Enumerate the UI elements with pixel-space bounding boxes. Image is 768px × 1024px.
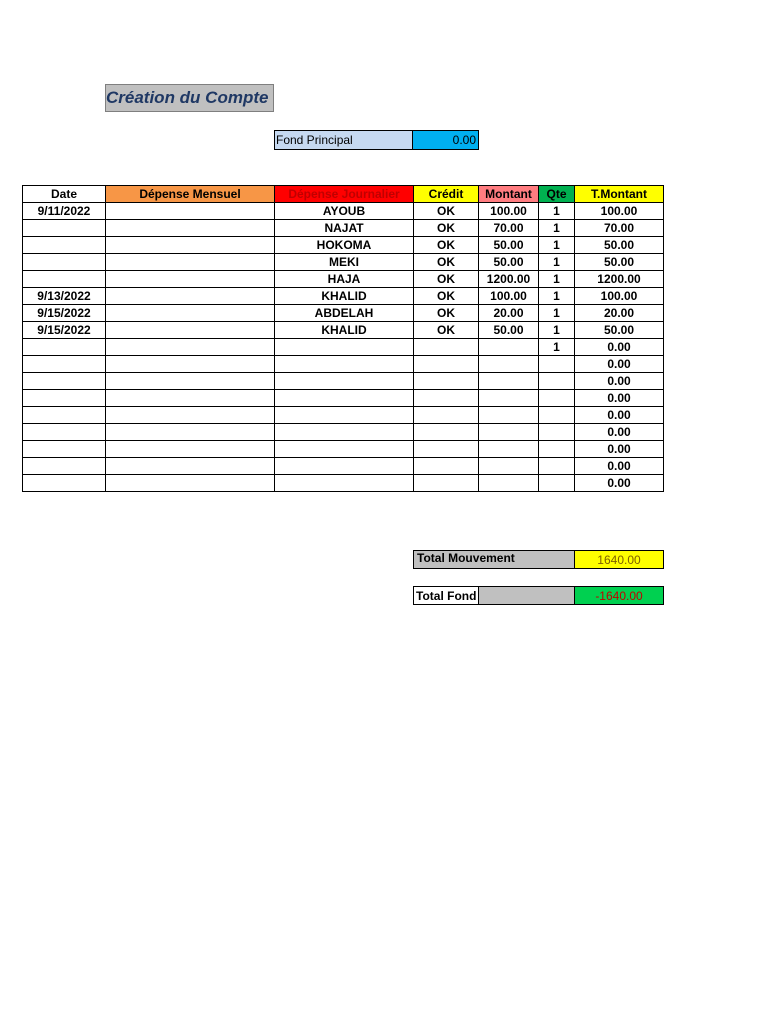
cell-t-montant[interactable]: 0.00 xyxy=(575,475,664,492)
cell-depense-mensuel[interactable] xyxy=(106,288,275,305)
cell-depense-journalier[interactable]: AYOUB xyxy=(275,203,414,220)
table-body xyxy=(23,203,664,492)
cell-depense-journalier[interactable]: KHALID xyxy=(275,322,414,339)
cell-depense-mensuel[interactable] xyxy=(106,203,275,220)
cell-t-montant[interactable]: 0.00 xyxy=(575,339,664,356)
cell-credit[interactable] xyxy=(414,373,479,390)
cell-credit[interactable] xyxy=(414,424,479,441)
cell-montant[interactable] xyxy=(479,458,539,475)
cell-montant[interactable]: 100.00 xyxy=(479,203,539,220)
cell-credit[interactable] xyxy=(414,390,479,407)
cell-credit[interactable]: OK xyxy=(414,288,479,305)
cell-montant[interactable]: 50.00 xyxy=(479,322,539,339)
table-row xyxy=(23,390,664,407)
page-title: Création du Compte xyxy=(105,84,274,112)
table-row xyxy=(23,407,664,424)
cell-credit[interactable] xyxy=(414,441,479,458)
total-mouvement-value-cell[interactable]: 1640.00 xyxy=(575,550,664,569)
table-header-row xyxy=(23,186,664,203)
header-depense-journalier[interactable]: Dépense Journalier xyxy=(275,186,414,203)
table-row xyxy=(23,254,664,271)
cell-credit[interactable] xyxy=(414,356,479,373)
cell-qte[interactable] xyxy=(539,373,575,390)
cell-qte[interactable]: 1 xyxy=(539,288,575,305)
cell-t-montant[interactable]: 0.00 xyxy=(575,356,664,373)
cell-depense-mensuel[interactable] xyxy=(106,475,275,492)
cell-t-montant[interactable]: 0.00 xyxy=(575,373,664,390)
cell-depense-journalier[interactable]: ABDELAH xyxy=(275,305,414,322)
table-row xyxy=(23,203,664,220)
cell-t-montant[interactable]: 20.00 xyxy=(575,305,664,322)
cell-depense-mensuel[interactable] xyxy=(106,305,275,322)
cell-montant[interactable]: 50.00 xyxy=(479,237,539,254)
cell-t-montant[interactable]: 100.00 xyxy=(575,203,664,220)
cell-depense-mensuel[interactable] xyxy=(106,407,275,424)
cell-date[interactable] xyxy=(23,407,106,424)
cell-t-montant[interactable]: 50.00 xyxy=(575,254,664,271)
table-row xyxy=(23,322,664,339)
table-row xyxy=(23,475,664,492)
table-row xyxy=(23,373,664,390)
cell-montant[interactable]: 20.00 xyxy=(479,305,539,322)
cell-credit[interactable]: OK xyxy=(414,271,479,288)
cell-depense-mensuel[interactable] xyxy=(106,237,275,254)
cell-t-montant[interactable]: 50.00 xyxy=(575,237,664,254)
cell-t-montant[interactable]: 0.00 xyxy=(575,458,664,475)
cell-depense-mensuel[interactable] xyxy=(106,458,275,475)
cell-qte[interactable]: 1 xyxy=(539,271,575,288)
cell-qte[interactable] xyxy=(539,407,575,424)
cell-montant[interactable]: 100.00 xyxy=(479,288,539,305)
total-fond-blank-cell[interactable] xyxy=(479,586,575,605)
cell-montant[interactable]: 50.00 xyxy=(479,254,539,271)
cell-depense-journalier[interactable] xyxy=(275,356,414,373)
cell-date[interactable] xyxy=(23,220,106,237)
cell-date[interactable] xyxy=(23,339,106,356)
cell-date[interactable]: 9/15/2022 xyxy=(23,305,106,322)
cell-montant[interactable] xyxy=(479,339,539,356)
cell-qte[interactable]: 1 xyxy=(539,339,575,356)
cell-t-montant[interactable]: 0.00 xyxy=(575,441,664,458)
cell-depense-journalier[interactable]: NAJAT xyxy=(275,220,414,237)
cell-t-montant[interactable]: 70.00 xyxy=(575,220,664,237)
cell-credit[interactable]: OK xyxy=(414,322,479,339)
cell-depense-journalier[interactable] xyxy=(275,390,414,407)
table-row xyxy=(23,237,664,254)
cell-date[interactable] xyxy=(23,373,106,390)
cell-credit[interactable] xyxy=(414,475,479,492)
cell-credit[interactable]: OK xyxy=(414,220,479,237)
cell-depense-mensuel[interactable] xyxy=(106,271,275,288)
cell-credit[interactable] xyxy=(414,407,479,424)
cell-date[interactable] xyxy=(23,390,106,407)
cell-montant[interactable] xyxy=(479,390,539,407)
expense-table xyxy=(22,185,664,492)
cell-montant[interactable] xyxy=(479,441,539,458)
cell-depense-mensuel[interactable] xyxy=(106,373,275,390)
cell-t-montant[interactable]: 0.00 xyxy=(575,424,664,441)
cell-depense-mensuel[interactable] xyxy=(106,356,275,373)
cell-montant[interactable] xyxy=(479,407,539,424)
fond-principal-value-cell[interactable]: 0.00 xyxy=(413,130,479,150)
table-row xyxy=(23,271,664,288)
header-montant[interactable]: Montant xyxy=(479,186,539,203)
table-row xyxy=(23,441,664,458)
cell-t-montant[interactable]: 1200.00 xyxy=(575,271,664,288)
cell-depense-mensuel[interactable] xyxy=(106,424,275,441)
cell-qte[interactable]: 1 xyxy=(539,254,575,271)
cell-qte[interactable]: 1 xyxy=(539,237,575,254)
cell-qte[interactable] xyxy=(539,424,575,441)
cell-depense-mensuel[interactable] xyxy=(106,390,275,407)
cell-depense-journalier[interactable] xyxy=(275,373,414,390)
cell-credit[interactable]: OK xyxy=(414,237,479,254)
table-row xyxy=(23,220,664,237)
header-depense-mensuel[interactable]: Dépense Mensuel xyxy=(106,186,275,203)
cell-t-montant[interactable]: 100.00 xyxy=(575,288,664,305)
cell-depense-mensuel[interactable] xyxy=(106,254,275,271)
table-row xyxy=(23,356,664,373)
cell-depense-journalier[interactable] xyxy=(275,424,414,441)
cell-credit[interactable]: OK xyxy=(414,254,479,271)
cell-qte[interactable] xyxy=(539,475,575,492)
cell-qte[interactable]: 1 xyxy=(539,203,575,220)
cell-date[interactable]: 9/11/2022 xyxy=(23,203,106,220)
cell-qte[interactable] xyxy=(539,458,575,475)
cell-date[interactable] xyxy=(23,441,106,458)
cell-depense-journalier[interactable] xyxy=(275,475,414,492)
cell-t-montant[interactable]: 0.00 xyxy=(575,390,664,407)
cell-montant[interactable]: 70.00 xyxy=(479,220,539,237)
cell-montant[interactable] xyxy=(479,373,539,390)
cell-depense-mensuel[interactable] xyxy=(106,322,275,339)
cell-date[interactable] xyxy=(23,458,106,475)
table-row xyxy=(23,458,664,475)
total-fond-label: Total Fond xyxy=(413,586,479,605)
cell-depense-journalier[interactable]: HOKOMA xyxy=(275,237,414,254)
cell-date[interactable] xyxy=(23,271,106,288)
cell-credit[interactable] xyxy=(414,458,479,475)
cell-depense-mensuel[interactable] xyxy=(106,441,275,458)
cell-montant[interactable] xyxy=(479,356,539,373)
cell-qte[interactable] xyxy=(539,441,575,458)
cell-date[interactable] xyxy=(23,424,106,441)
cell-qte[interactable] xyxy=(539,390,575,407)
cell-credit[interactable] xyxy=(414,339,479,356)
cell-depense-journalier[interactable]: HAJA xyxy=(275,271,414,288)
cell-depense-journalier[interactable] xyxy=(275,458,414,475)
cell-credit[interactable]: OK xyxy=(414,305,479,322)
cell-depense-journalier[interactable] xyxy=(275,339,414,356)
cell-qte[interactable] xyxy=(539,356,575,373)
cell-depense-mensuel[interactable] xyxy=(106,339,275,356)
cell-date[interactable] xyxy=(23,356,106,373)
cell-date[interactable]: 9/13/2022 xyxy=(23,288,106,305)
fond-principal-label: Fond Principal xyxy=(274,130,413,150)
table-row xyxy=(23,339,664,356)
cell-montant[interactable] xyxy=(479,475,539,492)
cell-t-montant[interactable]: 0.00 xyxy=(575,407,664,424)
cell-depense-journalier[interactable]: KHALID xyxy=(275,288,414,305)
cell-credit[interactable]: OK xyxy=(414,203,479,220)
cell-date[interactable]: 9/15/2022 xyxy=(23,322,106,339)
total-fond-value-cell[interactable]: -1640.00 xyxy=(575,586,664,605)
cell-date[interactable] xyxy=(23,475,106,492)
cell-t-montant[interactable]: 50.00 xyxy=(575,322,664,339)
table-row xyxy=(23,305,664,322)
cell-qte[interactable]: 1 xyxy=(539,322,575,339)
header-qte[interactable]: Qte xyxy=(539,186,575,203)
cell-depense-mensuel[interactable] xyxy=(106,220,275,237)
cell-date[interactable] xyxy=(23,254,106,271)
header-t-montant[interactable]: T.Montant xyxy=(575,186,664,203)
cell-depense-journalier[interactable] xyxy=(275,407,414,424)
header-credit[interactable]: Crédit xyxy=(414,186,479,203)
cell-date[interactable] xyxy=(23,237,106,254)
cell-qte[interactable]: 1 xyxy=(539,220,575,237)
table-row xyxy=(23,424,664,441)
cell-montant[interactable]: 1200.00 xyxy=(479,271,539,288)
cell-qte[interactable]: 1 xyxy=(539,305,575,322)
cell-depense-journalier[interactable] xyxy=(275,441,414,458)
total-mouvement-label: Total Mouvement xyxy=(413,550,575,569)
cell-depense-journalier[interactable]: MEKI xyxy=(275,254,414,271)
table-row xyxy=(23,288,664,305)
cell-montant[interactable] xyxy=(479,424,539,441)
header-date[interactable]: Date xyxy=(23,186,106,203)
